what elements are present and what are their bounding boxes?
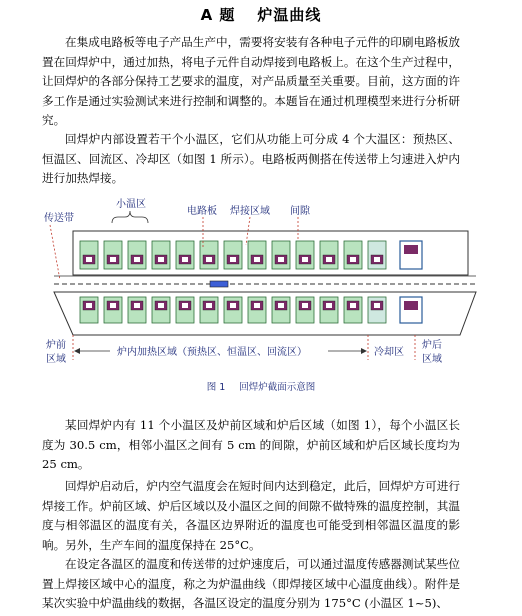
lower-weld-12 (350, 303, 356, 308)
reflow-oven-figure (40, 195, 480, 370)
label-gap: 间隙 (290, 206, 310, 217)
upper-weld-2 (110, 257, 116, 262)
label-weld-area: 焊接区域 (230, 206, 270, 217)
upper-weld-12 (350, 257, 356, 262)
lower-weld-13 (374, 303, 380, 308)
page-title (0, 4, 522, 25)
lower-weld-7 (230, 303, 236, 308)
label-conveyor: 传送带 (44, 213, 74, 224)
lower-weld-3 (134, 303, 140, 308)
lower-weld-9 (278, 303, 284, 308)
label-circuit-board: 电路板 (187, 206, 217, 217)
upper-weld-11 (326, 257, 332, 262)
lower-weld-2 (110, 303, 116, 308)
lower-weld-4 (158, 303, 164, 308)
upper-weld-9 (278, 257, 284, 262)
upper-weld-8 (254, 257, 260, 262)
lower-weld-8 (254, 303, 260, 308)
paragraph-dimensions: 某回焊炉内有 11 个小温区及炉前区域和炉后区域（如图 1），每个小温区长度为 30.5 cm，相邻小温区之间有 5 cm 的间隙，炉前区域和炉后区域长度均为 25 cm。 (42, 418, 460, 472)
label-small-zone: 小温区 (116, 199, 146, 210)
upper-weld-5 (182, 257, 188, 262)
heating-arrowhead-right (361, 348, 367, 354)
paragraph-intro: 在集成电路板等电子产品生产中，需要将安装有各种电子元件的印刷电路板放置在回焊炉中，通过加热，将电子元件自动焊接到电路板上。在这个生产过程中，让回焊炉的各部分保持工艺要求的温度，对产品质量至关重要。目前，这方面的许多工作是通过实验测试来进行控制和调整的。本题旨在通过机理模型来进行分析研究。 (42, 35, 460, 128)
upper-weld-7 (230, 257, 236, 262)
paragraph-curve: 在设定各温区的温度和传送带的过炉速度后，可以通过温度传感器测试某些位置上焊接区域中心的温度，称之为炉温曲线（即焊接区域中心温度曲线）。附件是某次实验中炉温曲线的数据，各温区设定的温度分别为 175°C (小温区 1~5)、 (42, 557, 460, 611)
upper-weld-13 (374, 257, 380, 262)
small-zone-bracket (112, 211, 148, 223)
upper-cooling-board (404, 245, 418, 254)
upper-weld-1 (86, 257, 92, 262)
problem-name: 炉温曲线 (257, 6, 322, 24)
circuit-board-on-conveyor (210, 281, 228, 287)
label-front-area-2: 区域 (46, 354, 66, 365)
lower-weld-10 (302, 303, 308, 308)
paragraph-zones: 回焊炉内部设置若干个小温区，它们从功能上可分成 4 个大温区：预热区、恒温区、回流区、冷却区（如图 1 所示）。电路板两侧搭在传送带上匀速进入炉内进行加热焊接。 (42, 132, 460, 186)
reflow-oven-diagram (40, 195, 480, 370)
lower-cooling-board (404, 301, 418, 310)
conveyor-leader (50, 225, 60, 280)
label-front-area-1: 炉前 (46, 340, 66, 351)
label-cooling-zone: 冷却区 (374, 347, 404, 358)
label-rear-area-1: 炉后 (422, 340, 442, 351)
caption-number: 图 1 (206, 382, 226, 393)
lower-weld-11 (326, 303, 332, 308)
label-heating-zone: 炉内加热区域（预热区、恒温区、回流区） (117, 347, 307, 358)
paragraph-startup: 回焊炉启动后，炉内空气温度会在短时间内达到稳定，此后，回焊炉方可进行焊接工作。炉前区域、炉后区域以及小温区之间的间隙不做特殊的温度控制，其温度与相邻温区的温度有关，各温区边界附近的温度也可能受到相邻温区温度的影响。另外，生产车间的温度保持在 25°C。 (42, 479, 460, 552)
problem-label: A 题 (200, 6, 236, 24)
caption-text: 回焊炉截面示意图 (239, 382, 316, 393)
lower-weld-1 (86, 303, 92, 308)
label-rear-area-2: 区域 (422, 354, 442, 365)
figure-caption (0, 379, 522, 393)
heating-arrowhead-left (74, 348, 80, 354)
lower-weld-5 (182, 303, 188, 308)
upper-weld-3 (134, 257, 140, 262)
lower-weld-6 (206, 303, 212, 308)
upper-weld-4 (158, 257, 164, 262)
upper-weld-6 (206, 257, 212, 262)
upper-weld-10 (302, 257, 308, 262)
